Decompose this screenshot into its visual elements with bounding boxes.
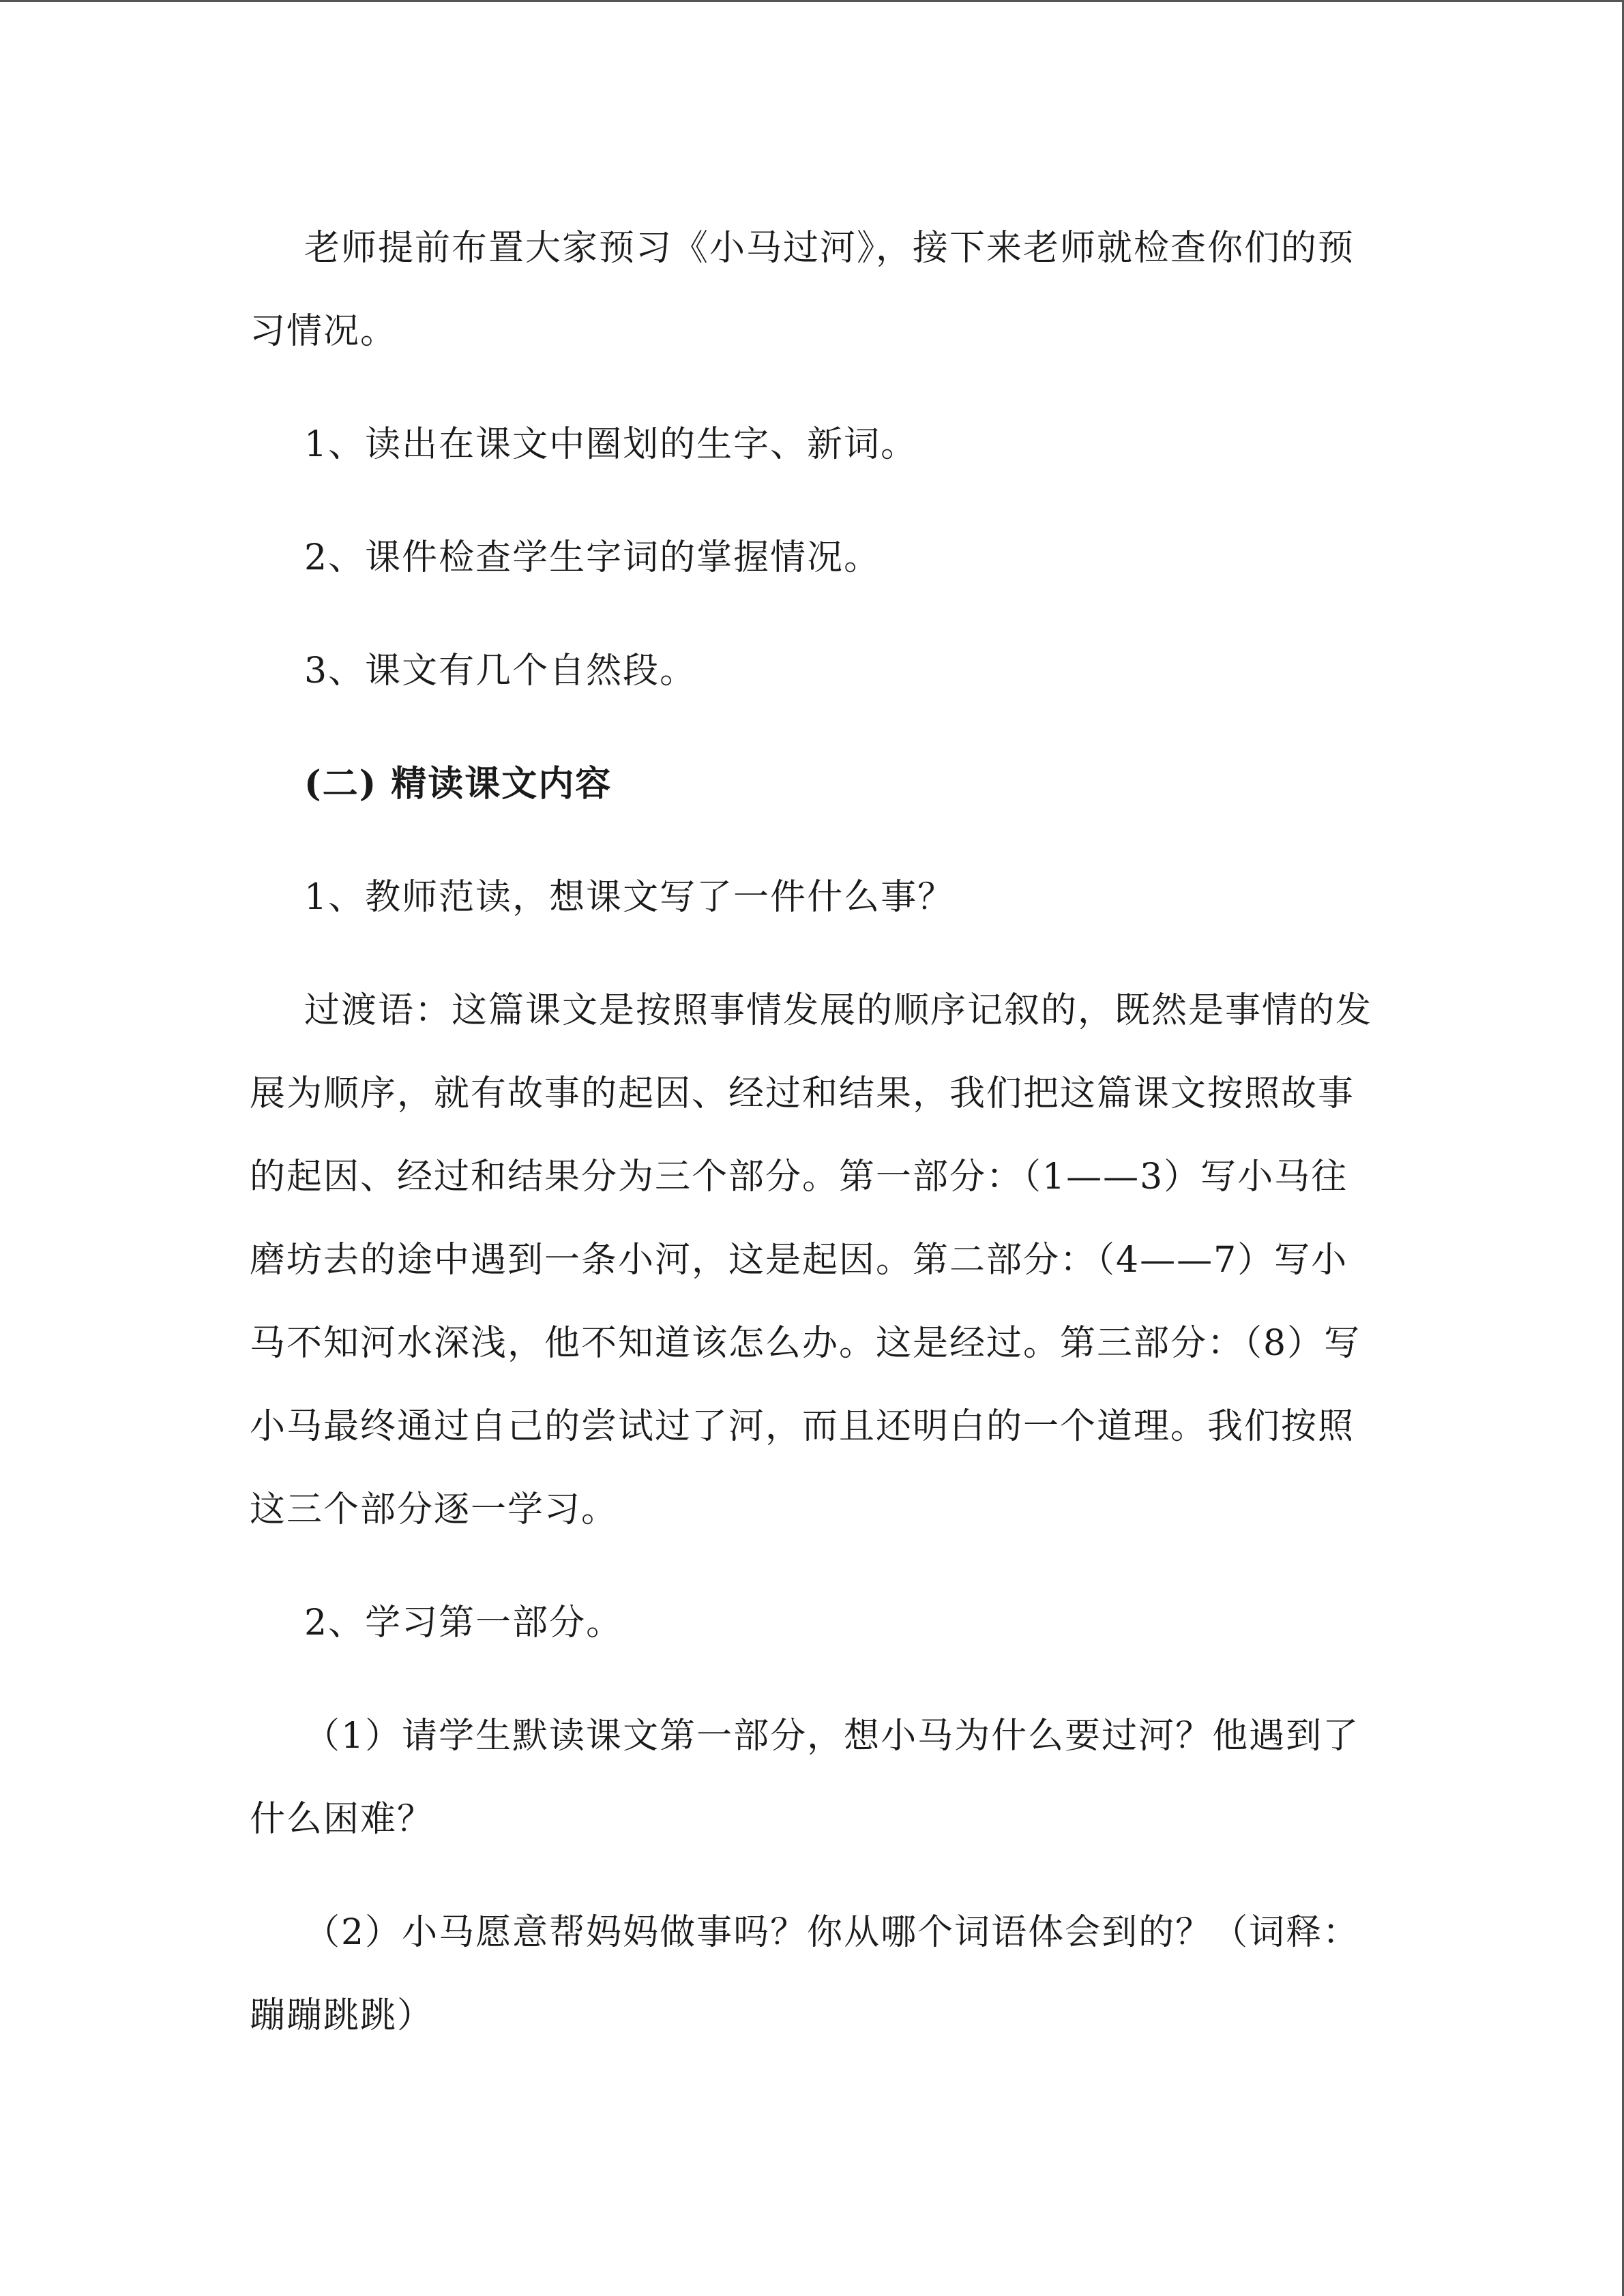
paragraph-question-2: （2）小马愿意帮妈妈做事吗？你从哪个词语体会到的？（词释：蹦蹦跳跳） — [250, 1912, 1360, 2036]
paragraph-question-1: （1）请学生默读课文第一部分，想小马为什么要过河？他遇到了什么困难？ — [250, 1716, 1360, 1840]
paragraph-transition: 过渡语：这篇课文是按照事情发展的顺序记叙的，既然是事情的发展为顺序，就有故事的起因、经过和结果，我们把这篇课文按照故事的起因、经过和结果分为三个部分。第一部分：（1——3）写小马往磨坊去的途中遇到一条小河，这是起因。第二部分：（4——7）写小马不知河水深浅，他不知道该怎么办。这是经过。第三部分：（8）写小马最终通过自己的尝试过了河，而且还明白的一个道理。我们按照这三个部分逐一学习。 — [250, 990, 1373, 1530]
document-body — [250, 207, 1375, 2057]
paragraph-item-3: 3、课文有几个自然段。 — [304, 651, 697, 691]
paragraph-item-2: 2、课件检查学生字词的掌握情况。 — [304, 537, 881, 578]
section-heading: (二) 精读课文内容 — [304, 763, 612, 805]
paragraph-teacher-reading: 1、教师范读，想课文写了一件什么事？ — [304, 877, 955, 918]
paragraph-intro: 老师提前布置大家预习《小马过河》，接下来老师就检查你们的预习情况。 — [250, 228, 1355, 352]
paragraph-item-1: 1、读出在课文中圈划的生字、新词。 — [304, 424, 918, 465]
paragraph-part-one: 2、学习第一部分。 — [304, 1602, 623, 1643]
